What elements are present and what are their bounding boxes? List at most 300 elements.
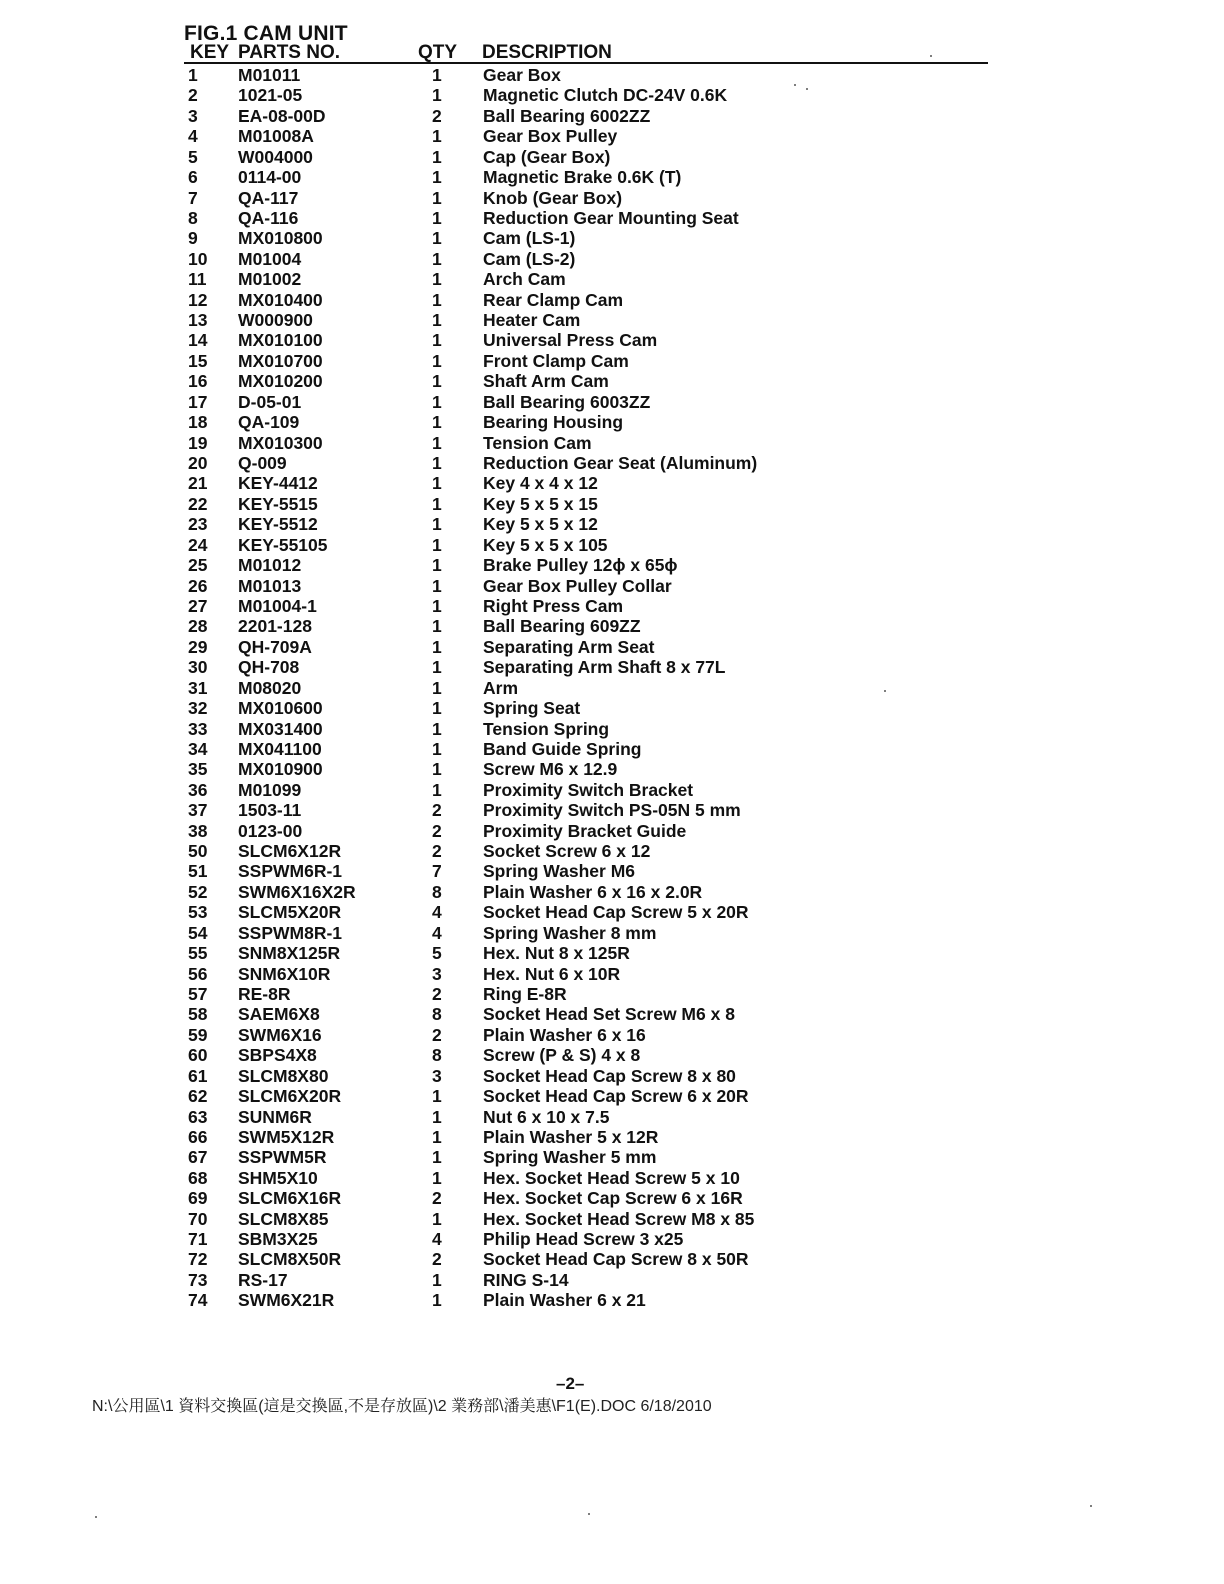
- qty-cell: 1: [432, 1106, 442, 1127]
- key-cell: 51: [188, 861, 208, 882]
- description-cell: Separating Arm Seat: [483, 636, 655, 657]
- key-cell: 74: [188, 1290, 208, 1311]
- key-cell: 10: [188, 248, 208, 269]
- parts-no-cell: 1021-05: [238, 85, 303, 106]
- parts-no-cell: SLCM8X85: [238, 1208, 329, 1229]
- table-row: [184, 514, 1004, 534]
- key-cell: 32: [188, 698, 208, 719]
- parts-no-cell: MX010300: [238, 432, 323, 453]
- parts-no-cell: RS-17: [238, 1269, 288, 1290]
- key-cell: 52: [188, 881, 208, 902]
- parts-no-cell: M01008A: [238, 126, 314, 147]
- key-cell: 26: [188, 575, 208, 596]
- description-cell: Separating Arm Shaft 8 x 77L: [483, 657, 726, 678]
- description-cell: Philip Head Screw 3 x25: [483, 1229, 684, 1250]
- description-cell: Socket Screw 6 x 12: [483, 841, 651, 862]
- description-cell: Magnetic Clutch DC-24V 0.6K: [483, 85, 728, 106]
- table-row: [184, 800, 1004, 820]
- qty-cell: 1: [432, 759, 442, 780]
- key-cell: 2: [188, 85, 198, 106]
- parts-no-cell: MX041100: [238, 738, 322, 759]
- scan-speck: [930, 55, 932, 57]
- table-row: [184, 433, 1004, 453]
- table-row: [184, 473, 1004, 493]
- table-row: [184, 1086, 1004, 1106]
- description-cell: Nut 6 x 10 x 7.5: [483, 1106, 610, 1127]
- parts-no-cell: M01004: [238, 248, 302, 269]
- table-row: [184, 1147, 1004, 1167]
- table-row: [184, 841, 1004, 861]
- key-cell: 67: [188, 1147, 208, 1168]
- qty-cell: 1: [432, 330, 442, 351]
- description-cell: Cam (LS-2): [483, 248, 576, 269]
- qty-cell: 1: [432, 779, 442, 800]
- parts-no-cell: SWM6X21R: [238, 1290, 335, 1311]
- description-cell: Proximity Switch Bracket: [483, 779, 694, 800]
- table-row: [184, 1249, 1004, 1269]
- description-cell: Proximity Switch PS-05N 5 mm: [483, 800, 741, 821]
- key-cell: 6: [188, 167, 198, 188]
- scan-speck: [884, 690, 886, 692]
- qty-cell: 1: [432, 1167, 442, 1188]
- qty-cell: 1: [432, 1208, 442, 1229]
- description-cell: Hex. Nut 8 x 125R: [483, 943, 630, 964]
- qty-cell: 1: [432, 595, 442, 616]
- qty-cell: 1: [432, 126, 442, 147]
- key-cell: 11: [188, 269, 207, 290]
- table-row: [184, 65, 1004, 85]
- qty-cell: 1: [432, 350, 442, 371]
- parts-no-cell: SLCM6X16R: [238, 1188, 342, 1209]
- description-cell: Knob (Gear Box): [483, 187, 623, 208]
- parts-no-cell: QH-709A: [238, 636, 312, 657]
- description-cell: Bearing Housing: [483, 412, 624, 433]
- table-row: [184, 310, 1004, 330]
- table-row: [184, 657, 1004, 677]
- key-cell: 4: [188, 126, 198, 147]
- scan-speck: [806, 88, 808, 90]
- description-cell: Hex. Socket Head Screw 5 x 10: [483, 1167, 740, 1188]
- description-cell: Right Press Cam: [483, 595, 624, 616]
- parts-no-cell: 2201-128: [238, 616, 312, 637]
- table-row: [184, 1168, 1004, 1188]
- key-cell: 1: [188, 65, 198, 85]
- parts-no-cell: SNM8X125R: [238, 943, 341, 964]
- qty-cell: 1: [432, 432, 442, 453]
- qty-cell: 1: [432, 371, 442, 392]
- description-cell: Socket Head Cap Screw 6 x 20R: [483, 1086, 749, 1107]
- qty-cell: 2: [432, 1249, 442, 1270]
- description-cell: Rear Clamp Cam: [483, 289, 624, 310]
- table-row: [184, 1025, 1004, 1045]
- description-cell: Plain Washer 6 x 21: [483, 1290, 646, 1311]
- table-row: [184, 821, 1004, 841]
- parts-no-cell: M01004-1: [238, 595, 317, 616]
- key-cell: 31: [188, 677, 208, 698]
- parts-no-cell: M01012: [238, 555, 302, 576]
- qty-cell: 3: [432, 1065, 442, 1086]
- description-cell: Cam (LS-1): [483, 228, 576, 249]
- parts-no-cell: SBM3X25: [238, 1229, 318, 1250]
- key-cell: 12: [188, 289, 208, 310]
- description-cell: Ball Bearing 609ZZ: [483, 616, 641, 637]
- parts-no-cell: QA-117: [238, 187, 299, 208]
- table-row: [184, 943, 1004, 963]
- qty-cell: 1: [432, 412, 442, 433]
- key-cell: 34: [188, 738, 208, 759]
- qty-cell: 1: [432, 167, 442, 188]
- key-cell: 38: [188, 820, 208, 841]
- qty-cell: 1: [432, 616, 442, 637]
- key-cell: 70: [188, 1208, 208, 1229]
- parts-no-cell: SLCM8X50R: [238, 1249, 342, 1270]
- parts-no-cell: 0123-00: [238, 820, 303, 841]
- qty-cell: 1: [432, 1269, 442, 1290]
- key-cell: 58: [188, 1004, 208, 1025]
- table-row: [184, 1107, 1004, 1127]
- qty-cell: 1: [432, 289, 442, 310]
- qty-cell: 8: [432, 1004, 442, 1025]
- key-cell: 21: [188, 473, 208, 494]
- qty-cell: 1: [432, 146, 442, 167]
- key-cell: 7: [188, 187, 198, 208]
- key-cell: 23: [188, 514, 208, 535]
- key-cell: 22: [188, 493, 208, 514]
- table-row: [184, 330, 1004, 350]
- parts-no-cell: KEY-55105: [238, 534, 328, 555]
- key-cell: 30: [188, 657, 208, 678]
- parts-no-cell: SWM6X16: [238, 1024, 322, 1045]
- table-row: [184, 759, 1004, 779]
- key-cell: 33: [188, 718, 208, 739]
- description-cell: Spring Seat: [483, 698, 581, 719]
- qty-cell: 1: [432, 493, 442, 514]
- parts-no-cell: MX010900: [238, 759, 323, 780]
- description-cell: Tension Cam: [483, 432, 592, 453]
- description-cell: Front Clamp Cam: [483, 350, 629, 371]
- table-row: [184, 494, 1004, 514]
- description-cell: Socket Head Cap Screw 8 x 50R: [483, 1249, 749, 1270]
- qty-cell: 4: [432, 1229, 442, 1250]
- qty-cell: 1: [432, 657, 442, 678]
- qty-cell: 1: [432, 187, 442, 208]
- parts-no-cell: M01002: [238, 269, 302, 290]
- key-cell: 68: [188, 1167, 208, 1188]
- parts-no-cell: 1503-11: [238, 800, 302, 821]
- qty-cell: 1: [432, 534, 442, 555]
- qty-cell: 2: [432, 800, 442, 821]
- key-cell: 5: [188, 146, 198, 167]
- table-row: [184, 616, 1004, 636]
- parts-no-cell: QA-109: [238, 412, 300, 433]
- description-cell: Plain Washer 6 x 16 x 2.0R: [483, 881, 703, 902]
- qty-cell: 1: [432, 575, 442, 596]
- parts-no-cell: M01011: [238, 65, 301, 85]
- table-row: [184, 290, 1004, 310]
- table-row: [184, 1127, 1004, 1147]
- table-row: [184, 1004, 1004, 1024]
- column-header-parts-no: PARTS NO.: [238, 42, 341, 63]
- key-cell: 73: [188, 1269, 208, 1290]
- parts-no-cell: MX010100: [238, 330, 323, 351]
- key-cell: 14: [188, 330, 208, 351]
- table-row: [184, 555, 1004, 575]
- qty-cell: 1: [432, 738, 442, 759]
- parts-no-cell: EA-08-00D: [238, 105, 326, 126]
- qty-cell: 4: [432, 922, 442, 943]
- key-cell: 20: [188, 453, 208, 474]
- parts-no-cell: MX010200: [238, 371, 323, 392]
- qty-cell: 1: [432, 1147, 442, 1168]
- qty-cell: 5: [432, 943, 442, 964]
- description-cell: Universal Press Cam: [483, 330, 658, 351]
- parts-no-cell: D-05-01: [238, 391, 302, 412]
- parts-no-cell: SBPS4X8: [238, 1045, 317, 1066]
- key-cell: 61: [188, 1065, 208, 1086]
- parts-no-cell: SAEM6X8: [238, 1004, 320, 1025]
- parts-no-cell: W000900: [238, 310, 313, 331]
- key-cell: 62: [188, 1086, 208, 1107]
- table-row: [184, 882, 1004, 902]
- page-number: –2–: [556, 1374, 585, 1393]
- parts-no-cell: RE-8R: [238, 983, 291, 1004]
- description-cell: Spring Washer 5 mm: [483, 1147, 657, 1168]
- parts-no-cell: MX010400: [238, 289, 323, 310]
- key-cell: 59: [188, 1024, 208, 1045]
- description-cell: Magnetic Brake 0.6K (T): [483, 167, 682, 188]
- description-cell: Hex. Socket Head Screw M8 x 85: [483, 1208, 755, 1229]
- parts-no-cell: SLCM6X20R: [238, 1086, 342, 1107]
- description-cell: Shaft Arm Cam: [483, 371, 609, 392]
- key-cell: 72: [188, 1249, 208, 1270]
- description-cell: Key 4 x 4 x 12: [483, 473, 598, 494]
- table-row: [184, 698, 1004, 718]
- description-cell: Socket Head Cap Screw 5 x 20R: [483, 902, 749, 923]
- description-cell: Spring Washer M6: [483, 861, 636, 882]
- parts-no-cell: M01099: [238, 779, 302, 800]
- table-row: [184, 923, 1004, 943]
- qty-cell: 2: [432, 820, 442, 841]
- parts-no-cell: SSPWM8R-1: [238, 922, 343, 943]
- parts-no-cell: SHM5X10: [238, 1167, 318, 1188]
- key-cell: 35: [188, 759, 208, 780]
- table-row: [184, 392, 1004, 412]
- key-cell: 69: [188, 1188, 208, 1209]
- description-cell: Key 5 x 5 x 12: [483, 514, 598, 535]
- key-cell: 17: [188, 391, 208, 412]
- table-row: [184, 984, 1004, 1004]
- description-cell: Key 5 x 5 x 105: [483, 534, 608, 555]
- table-row: [184, 453, 1004, 473]
- key-cell: 55: [188, 943, 208, 964]
- parts-no-cell: MX010600: [238, 698, 323, 719]
- qty-cell: 1: [432, 1126, 442, 1147]
- qty-cell: 1: [432, 228, 442, 249]
- description-cell: Key 5 x 5 x 15: [483, 493, 598, 514]
- qty-cell: 1: [432, 1290, 442, 1311]
- parts-no-cell: SWM6X16X2R: [238, 881, 356, 902]
- qty-cell: 2: [432, 105, 442, 126]
- table-row: [184, 412, 1004, 432]
- key-cell: 28: [188, 616, 208, 637]
- parts-no-cell: SNM6X10R: [238, 963, 331, 984]
- description-cell: Arch Cam: [483, 269, 566, 290]
- description-cell: Screw (P & S) 4 x 8: [483, 1045, 641, 1066]
- table-row: [184, 106, 1004, 126]
- scan-speck: [1090, 1505, 1092, 1507]
- table-row: [184, 371, 1004, 391]
- qty-cell: 2: [432, 1024, 442, 1045]
- qty-cell: 8: [432, 881, 442, 902]
- description-cell: Gear Box Pulley Collar: [483, 575, 672, 596]
- scan-speck: [588, 1513, 590, 1515]
- description-cell: Reduction Gear Seat (Aluminum): [483, 453, 758, 474]
- parts-no-cell: QH-708: [238, 657, 300, 678]
- description-cell: Plain Washer 6 x 16: [483, 1024, 646, 1045]
- key-cell: 71: [188, 1229, 208, 1250]
- key-cell: 29: [188, 636, 208, 657]
- key-cell: 66: [188, 1126, 208, 1147]
- column-header-qty: QTY: [418, 42, 458, 63]
- description-cell: Ball Bearing 6003ZZ: [483, 391, 651, 412]
- table-row: [184, 147, 1004, 167]
- scan-speck: [794, 84, 796, 86]
- key-cell: 56: [188, 963, 208, 984]
- table-row: [184, 249, 1004, 269]
- parts-no-cell: SLCM8X80: [238, 1065, 329, 1086]
- description-cell: Hex. Socket Cap Screw 6 x 16R: [483, 1188, 743, 1209]
- table-row: [184, 85, 1004, 105]
- parts-no-cell: 0114-00: [238, 167, 302, 188]
- qty-cell: 1: [432, 269, 442, 290]
- qty-cell: 1: [432, 555, 442, 576]
- column-header-description: DESCRIPTION: [482, 42, 612, 63]
- qty-cell: 1: [432, 677, 442, 698]
- key-cell: 53: [188, 902, 208, 923]
- scan-speck: [95, 1516, 97, 1518]
- table-row: [184, 861, 1004, 881]
- key-cell: 9: [188, 228, 198, 249]
- table-row: [184, 1188, 1004, 1208]
- description-cell: Band Guide Spring: [483, 738, 642, 759]
- parts-no-cell: KEY-5512: [238, 514, 318, 535]
- key-cell: 57: [188, 983, 208, 1004]
- table-row: [184, 1270, 1004, 1290]
- table-row: [184, 351, 1004, 371]
- table-row: [184, 719, 1004, 739]
- parts-no-cell: M08020: [238, 677, 302, 698]
- qty-cell: 1: [432, 1086, 442, 1107]
- parts-no-cell: SWM5X12R: [238, 1126, 335, 1147]
- parts-no-cell: SUNM6R: [238, 1106, 312, 1127]
- table-row: [184, 902, 1004, 922]
- description-cell: Spring Washer 8 mm: [483, 922, 657, 943]
- table-row: [184, 188, 1004, 208]
- parts-no-cell: W004000: [238, 146, 313, 167]
- description-cell: Reduction Gear Mounting Seat: [483, 207, 739, 228]
- table-row: [184, 964, 1004, 984]
- description-cell: Socket Head Cap Screw 8 x 80: [483, 1065, 736, 1086]
- parts-no-cell: MX031400: [238, 718, 323, 739]
- table-row: [184, 1229, 1004, 1249]
- parts-no-cell: SSPWM5R: [238, 1147, 327, 1168]
- key-cell: 27: [188, 595, 208, 616]
- qty-cell: 1: [432, 310, 442, 331]
- parts-no-cell: MX010800: [238, 228, 323, 249]
- parts-no-cell: KEY-4412: [238, 473, 318, 494]
- description-cell: Plain Washer 5 x 12R: [483, 1126, 659, 1147]
- key-cell: 18: [188, 412, 208, 433]
- description-cell: Ball Bearing 6002ZZ: [483, 105, 651, 126]
- table-row: [184, 167, 1004, 187]
- key-cell: 19: [188, 432, 208, 453]
- table-row: [184, 637, 1004, 657]
- description-cell: Hex. Nut 6 x 10R: [483, 963, 621, 984]
- table-row: [184, 780, 1004, 800]
- qty-cell: 2: [432, 983, 442, 1004]
- parts-no-cell: KEY-5515: [238, 493, 318, 514]
- qty-cell: 1: [432, 636, 442, 657]
- description-cell: Heater Cam: [483, 310, 581, 331]
- description-cell: Tension Spring: [483, 718, 610, 739]
- qty-cell: 1: [432, 453, 442, 474]
- table-row: [184, 208, 1004, 228]
- qty-cell: 1: [432, 248, 442, 269]
- description-cell: Gear Box Pulley: [483, 126, 618, 147]
- qty-cell: 4: [432, 902, 442, 923]
- key-cell: 3: [188, 105, 198, 126]
- parts-no-cell: M01013: [238, 575, 302, 596]
- parts-no-cell: QA-116: [238, 207, 299, 228]
- table-row: [184, 269, 1004, 289]
- figure-title: FIG.1 CAM UNIT: [184, 22, 348, 45]
- header-divider: [184, 62, 988, 64]
- key-cell: 54: [188, 922, 208, 943]
- qty-cell: 7: [432, 861, 442, 882]
- qty-cell: 2: [432, 841, 442, 862]
- key-cell: 37: [188, 800, 208, 821]
- qty-cell: 1: [432, 65, 442, 85]
- key-cell: 63: [188, 1106, 208, 1127]
- qty-cell: 1: [432, 698, 442, 719]
- table-row: [184, 126, 1004, 146]
- table-row: [184, 1045, 1004, 1065]
- qty-cell: 8: [432, 1045, 442, 1066]
- parts-no-cell: SSPWM6R-1: [238, 861, 343, 882]
- key-cell: 13: [188, 310, 208, 331]
- description-cell: Brake Pulley 12ϕ x 65ϕ: [483, 555, 678, 576]
- qty-cell: 2: [432, 1188, 442, 1209]
- parts-no-cell: MX010700: [238, 350, 323, 371]
- key-cell: 8: [188, 207, 198, 228]
- qty-cell: 1: [432, 207, 442, 228]
- qty-cell: 1: [432, 718, 442, 739]
- parts-no-cell: Q-009: [238, 453, 287, 474]
- qty-cell: 1: [432, 85, 442, 106]
- parts-no-cell: SLCM5X20R: [238, 902, 342, 923]
- file-path-footer: N:\公用區\1 資料交換區(這是交換區,不是存放區)\2 業務部\潘美惠\F1(E).DOC 6/18/2010: [92, 1398, 712, 1415]
- description-cell: Screw M6 x 12.9: [483, 759, 618, 780]
- key-cell: 24: [188, 534, 208, 555]
- key-cell: 16: [188, 371, 208, 392]
- qty-cell: 3: [432, 963, 442, 984]
- table-row: [184, 1209, 1004, 1229]
- qty-cell: 1: [432, 473, 442, 494]
- parts-table: [184, 65, 1004, 1311]
- table-row: [184, 576, 1004, 596]
- key-cell: 25: [188, 555, 208, 576]
- table-row: [184, 739, 1004, 759]
